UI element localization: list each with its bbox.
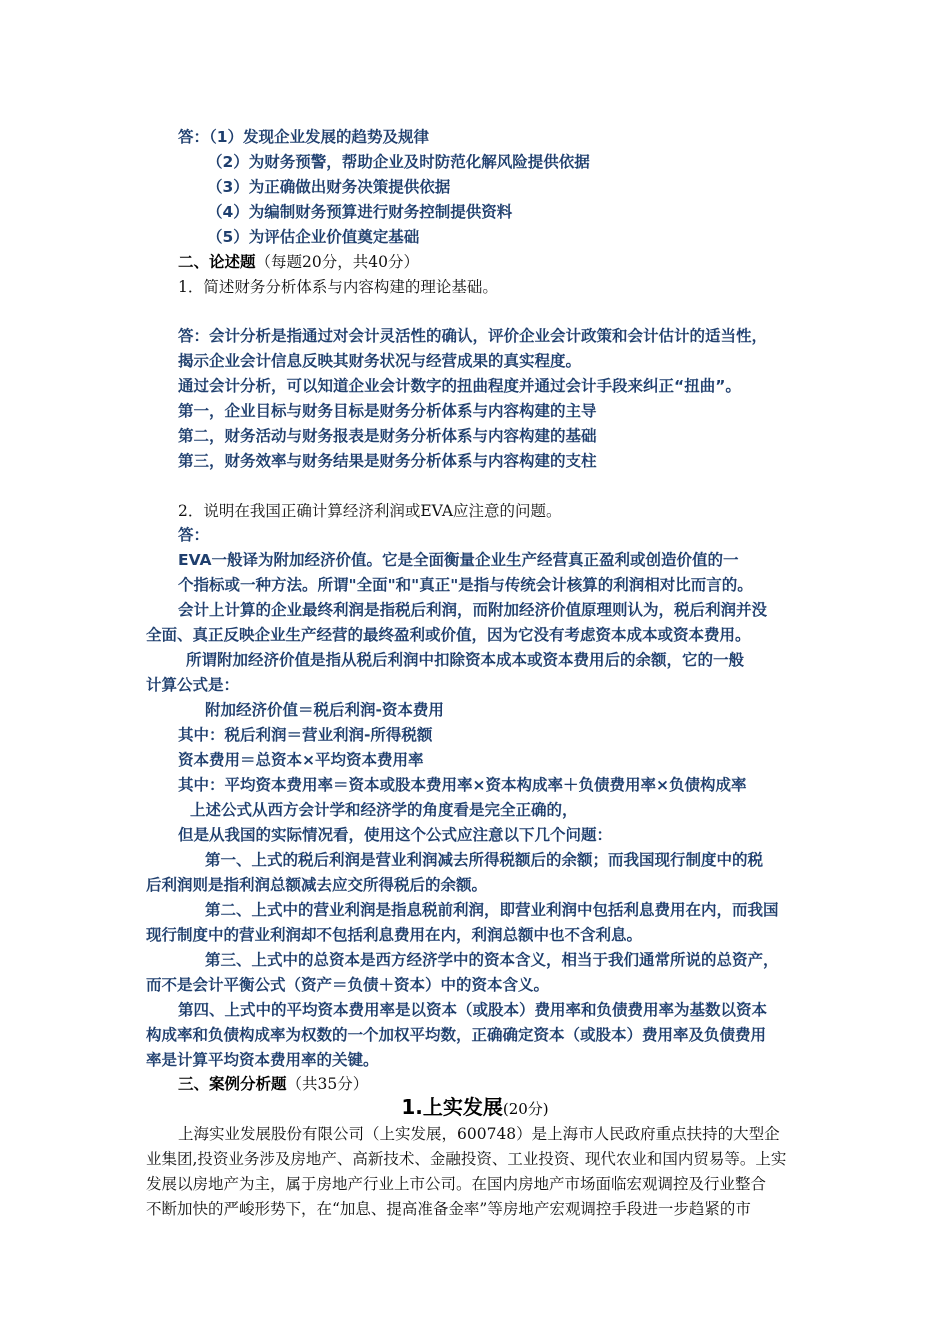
formula-line: 附加经济价值＝税后利润-资本费用 xyxy=(205,701,444,719)
answer-line: 后利润则是指利润总额减去应交所得税后的余额。 xyxy=(146,876,488,894)
answer-line: 计算公式是： xyxy=(146,676,240,694)
section-note: （每题20分，共40分） xyxy=(255,253,419,271)
answer-line: 现行制度中的营业利润却不包括利息费用在内，利润总额中也不含利息。 xyxy=(146,926,643,944)
answer-line: 答：会计分析是指通过对会计灵活性的确认，评价企业会计政策和会计估计的适当性， xyxy=(178,327,768,345)
formula-line: 资本费用＝总资本×平均资本费用率 xyxy=(178,751,424,769)
answer-line: 第一，企业目标与财务目标是财务分析体系与内容构建的主导 xyxy=(178,402,597,420)
answer-line: 全面、真正反映企业生产经营的最终盈利或价值，因为它没有考虑资本成本或资本费用。 xyxy=(146,626,751,644)
answer-line: （2）为财务预警，帮助企业及时防范化解风险提供依据 xyxy=(207,153,590,171)
answer-line: （4）为编制财务预算进行财务控制提供资料 xyxy=(207,203,513,221)
formula-line: 其中：税后利润＝营业利润-所得税额 xyxy=(178,726,433,744)
answer-line: 揭示企业会计信息反映其财务状况与经营成果的真实程度。 xyxy=(178,352,582,370)
answer-line: 第三，财务效率与财务结果是财务分析体系与内容构建的支柱 xyxy=(178,452,597,470)
question: 1．简述财务分析体系与内容构建的理论基础。 xyxy=(178,278,498,296)
answer-line: 所谓附加经济价值是指从税后利润中扣除资本成本或资本费用后的余额，它的一般 xyxy=(186,651,745,669)
answer-line: 而不是会计平衡公式（资产＝负债＋资本）中的资本含义。 xyxy=(146,976,550,994)
answer-line: 答：（1）发现企业发展的趋势及规律 xyxy=(178,128,430,146)
formula-line: 其中：平均资本费用率＝资本或股本费用率×资本构成率＋负债费用率×负债构成率 xyxy=(178,776,747,794)
answer-line: 第一、上式的税后利润是营业利润减去所得税额后的余额；而我国现行制度中的税 xyxy=(205,851,764,869)
answer-line: 个指标或一种方法。所谓"全面"和"真正"是指与传统会计核算的利润相对比而言的。 xyxy=(178,576,753,594)
body-line: 业集团,投资业务涉及房地产、高新技术、金融投资、工业投资、现代农业和国内贸易等。上实 xyxy=(146,1150,787,1168)
question: 2．说明在我国正确计算经济利润或EVA应注意的问题。 xyxy=(178,502,562,520)
answer-line: （5）为评估企业价值奠定基础 xyxy=(207,228,420,246)
answer-line: 第二、上式中的营业利润是指息税前利润，即营业利润中包括利息费用在内，而我国 xyxy=(205,901,779,919)
section-note: （共35分） xyxy=(286,1075,369,1093)
case-name: 1.上实发展 xyxy=(401,1095,503,1119)
answer-line: 第四、上式中的平均资本费用率是以资本（或股本）费用率和负债费用率为基数以资本 xyxy=(178,1001,768,1019)
body-line: 发展以房地产为主，属于房地产行业上市公司。在国内房地产市场面临宏观调控及行业整合 xyxy=(146,1175,767,1193)
section-heading xyxy=(178,252,419,272)
body-line: 不断加快的严峻形势下，在“加息、提高准备金率”等房地产宏观调控手段进一步趋紧的市 xyxy=(146,1200,751,1218)
answer-line: 第二，财务活动与财务报表是财务分析体系与内容构建的基础 xyxy=(178,427,597,445)
answer-line: 通过会计分析，可以知道企业会计数字的扭曲程度并通过会计手段来纠正“扭曲”。 xyxy=(178,377,741,395)
answer-line: 第三、上式中的总资本是西方经济学中的资本含义，相当于我们通常所说的总资产， xyxy=(205,951,779,969)
answer-line: 但是从我国的实际情况看，使用这个公式应注意以下几个问题： xyxy=(178,826,613,844)
section-title: 三、案例分析题 xyxy=(178,1075,287,1093)
section-heading xyxy=(178,1074,368,1094)
body-line: 上海实业发展股份有限公司（上实发展，600748）是上海市人民政府重点扶持的大型企 xyxy=(178,1125,780,1143)
answer-line: 答： xyxy=(178,526,210,544)
case-score: (20分) xyxy=(502,1100,549,1118)
case-title xyxy=(0,1094,950,1122)
answer-line: （3）为正确做出财务决策提供依据 xyxy=(207,178,451,196)
answer-line: 构成率和负债构成率为权数的一个加权平均数，正确确定资本（或股本）费用率及负债费用 xyxy=(146,1026,767,1044)
section-title: 二、论述题 xyxy=(178,253,256,271)
answer-line: 率是计算平均资本费用率的关键。 xyxy=(146,1051,379,1069)
answer-line: 会计上计算的企业最终利润是指税后利润，而附加经济价值原理则认为，税后利润并没 xyxy=(178,601,768,619)
answer-line: EVA一般译为附加经济价值。它是全面衡量企业生产经营真正盈利或创造价值的一 xyxy=(178,551,739,569)
answer-line: 上述公式从西方会计学和经济学的角度看是完全正确的， xyxy=(190,801,578,819)
